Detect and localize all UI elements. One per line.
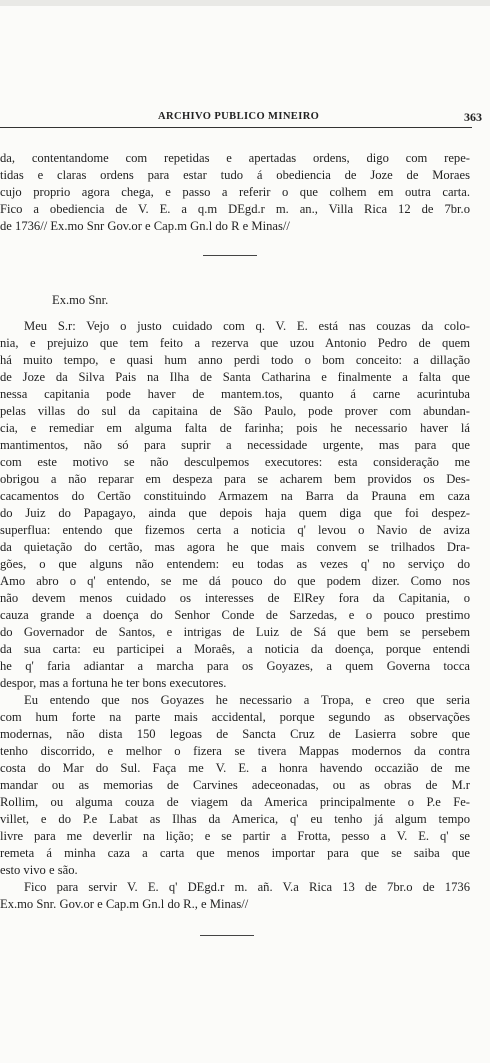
text-line: superflua: entendo que fizemos certa a noticia q' levou o Navio de aviza	[0, 523, 470, 537]
text-line: Eu entendo que nos Goyazes he necessario a Tropa, e creo que seria	[24, 693, 470, 707]
text-line: modernas, não dista 150 legoas de Sancta Cruz de Lasierra sobre que	[0, 727, 470, 741]
text-line: da quietação do certão, mas agora he que mais convem se trilhados Dra-	[0, 540, 470, 554]
text-line: de Joze da Silva Pais na Ilha de Santa Catharina e finalmente a falta que	[0, 370, 470, 384]
text-line: cauza grande a doença do Senhor Conde de Sarzedas, e o pouco prestimo	[0, 608, 470, 622]
section-separator	[203, 255, 257, 256]
text-line: livre para me deverlir na lição; e se partir a Frotta, pesso a V. E. q' se	[0, 829, 470, 843]
header-title: ARCHIVO PUBLICO MINEIRO	[158, 111, 320, 122]
header-rule	[0, 127, 472, 128]
section-separator	[200, 935, 254, 936]
text-line: mantimentos, não só para suprir a necessidade urgente, mas para que	[0, 438, 470, 452]
text-line: nessa capitania pode haver de mantem.tos, quanto á carne acurintuba	[0, 387, 470, 401]
text-line: da sua carta: eu participei a Moraês, a noticia da doença, porque entendi	[0, 642, 470, 656]
page-number: 363	[464, 110, 482, 124]
salutation: Ex.mo Snr.	[52, 293, 109, 307]
text-line: há muito tempo, e quasi hum anno perdi todo o bom conceito: a dillação	[0, 353, 470, 367]
text-line: remeta á minha caza a carta que menos importar para que se saiba que	[0, 846, 470, 860]
text-line: da, contentandome com repetidas e apertadas ordens, digo com repe-	[0, 151, 470, 165]
running-header	[0, 111, 490, 127]
text-line: Fico a obediencia de V. E. a q.m DEgd.r m. an., Villa Rica 12 de 7br.o	[0, 202, 470, 216]
text-line: cacamentos do Certão constituindo Armazem na Barra da Prauna em caza	[0, 489, 470, 503]
text-line: de 1736// Ex.mo Snr Gov.or e Cap.m Gn.l do R e Minas//	[0, 219, 290, 233]
text-line: mandar ou as memorias de Carvines adeceonadas, ou as obras de M.r	[0, 778, 470, 792]
text-line: cia, e remediar em alguma falta de farinha; pois he necessario haver lá	[0, 421, 470, 435]
text-line: com hum forte na parte mais accidental, porque segundo as observações	[0, 710, 470, 724]
scan-top-edge	[0, 0, 490, 6]
text-line: não devem menos cuidado os interesses de ElRey fora da Capitania, o	[0, 591, 470, 605]
closing-line: Fico para servir V. E. q' DEgd.r m. añ. V.a Rica 13 de 7br.o de 1736	[24, 880, 470, 894]
closing-line: Ex.mo Snr. Gov.or e Cap.m Gn.l do R., e Minas//	[0, 897, 249, 911]
text-line: com este motivo se não desculpemos executores: esta consideração me	[0, 455, 470, 469]
text-line: nia, e prejuizo que tem feito a rezerva que uzou Antonio Pedro de quem	[0, 336, 470, 350]
text-line: gões, o que alguns não entendem: eu todas as vezes q' no serviço do	[0, 557, 470, 571]
text-line: Rollim, ou alguma couza de viagem da America principalmente o P.e Fe-	[0, 795, 470, 809]
text-line: he q' faria adiantar a marcha para os Goyazes, a quem Governa tocca	[0, 659, 470, 673]
text-line: costa do Mar do Sul. Faça me V. E. a honra havendo occazião de me	[0, 761, 470, 775]
text-line: cujo proprio agora chega, e passo a referir o que colhem em outra carta.	[0, 185, 470, 199]
text-line: do Juiz do Papagayo, ainda que depois haja quem diga que foi despez-	[0, 506, 470, 520]
text-line: pelas villas do sul da capitaina de São Paulo, pode prover com abundan-	[0, 404, 470, 418]
text-line: Meu S.r: Vejo o justo cuidado com q. V. E. está nas couzas da colo-	[24, 319, 470, 333]
text-line: despor, mas a fortuna he ter bons executores.	[0, 676, 227, 690]
text-line: Amo abro o q' entendo, se me dá pouco do que podem dizer. Como nos	[0, 574, 470, 588]
text-line: do Governador de Santos, e intrigas de Luiz de Sá que bem se persebem	[0, 625, 470, 639]
text-line: esto vivo e são.	[0, 863, 78, 877]
text-line: tenho discorrido, e melhor o fizera se tivera Mappas modernos da contra	[0, 744, 470, 758]
text-line: tidas e claras ordens para estar tudo á obediencia de Joze de Moraes	[0, 168, 470, 182]
text-line: villet, e do P.e Labat as Ilhas da America, q' eu tenho já algum tempo	[0, 812, 470, 826]
text-line: obrigou a não reparar em despeza para se acharem bem providos os Des-	[0, 472, 470, 486]
